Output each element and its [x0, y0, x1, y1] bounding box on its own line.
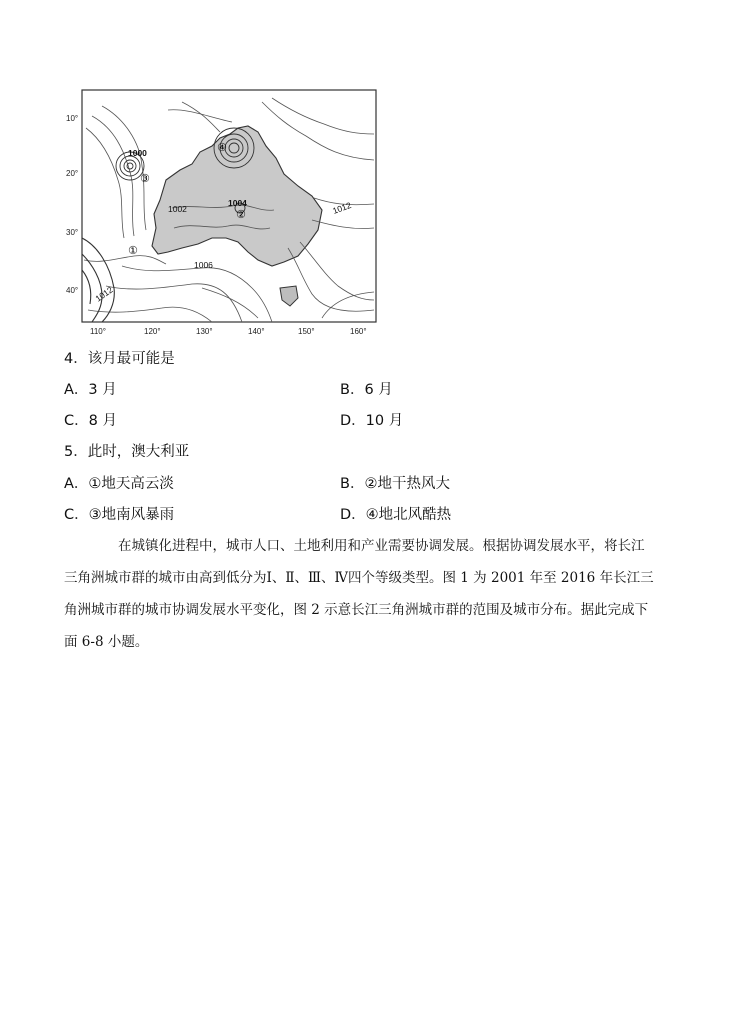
lat-label: 10° — [66, 114, 79, 123]
location-marker-3: ③ — [140, 172, 150, 185]
location-marker-2: ② — [236, 208, 246, 221]
isobar-map — [62, 88, 380, 340]
lon-label: 140° — [248, 327, 265, 336]
question-5-option-d: D．④地北风酷热 — [340, 507, 452, 523]
lon-label: 120° — [144, 327, 161, 336]
passage-line: 在城镇化进程中，城市人口、土地利用和产业需要协调发展。根据协调发展水平，将长江 — [118, 538, 645, 554]
isobar-label: 1000 — [128, 148, 147, 158]
location-marker-1: ① — [128, 244, 138, 257]
passage-line: 三角洲城市群的城市由高到低分为Ⅰ、Ⅱ、Ⅲ、Ⅳ四个等级类型。图 1 为 2001 年至 2016 年长江三 — [64, 570, 654, 586]
lon-label: 160° — [350, 327, 367, 336]
question-4-option-c: C．8 月 — [64, 413, 117, 429]
question-4-stem: 4．该月最可能是 — [64, 351, 175, 367]
isobar-label: 1012 — [93, 284, 115, 304]
location-marker-4: ④ — [217, 141, 227, 154]
question-4-option-b: B．6 月 — [340, 382, 393, 398]
isobar-label: 1004 — [228, 198, 247, 208]
passage-line: 角洲城市群的城市协调发展水平变化，图 2 示意长江三角洲城市群的范围及城市分布。据此完成下 — [64, 602, 649, 618]
lon-label: 110° — [90, 327, 106, 336]
lat-label: 40° — [66, 286, 79, 295]
passage — [64, 530, 664, 658]
isobar-label: 1012 — [331, 200, 353, 216]
lat-label: 20° — [66, 169, 79, 178]
isobar-label: 1006 — [194, 260, 213, 270]
lat-label: 30° — [66, 228, 79, 237]
question-5-option-a: A．①地天高云淡 — [64, 476, 174, 492]
question-4-option-d: D．10 月 — [340, 413, 404, 429]
lon-label: 130° — [196, 327, 213, 336]
question-5-stem: 5．此时，澳大利亚 — [64, 444, 190, 460]
lon-label: 150° — [298, 327, 315, 336]
passage-line: 面 6-8 小题。 — [64, 634, 149, 650]
question-5-option-c: C．③地南风暴雨 — [64, 507, 175, 523]
question-4-option-a: A．3 月 — [64, 382, 117, 398]
isobar-label: 1002 — [168, 204, 187, 214]
question-5-option-b: B．②地干热风大 — [340, 476, 450, 492]
